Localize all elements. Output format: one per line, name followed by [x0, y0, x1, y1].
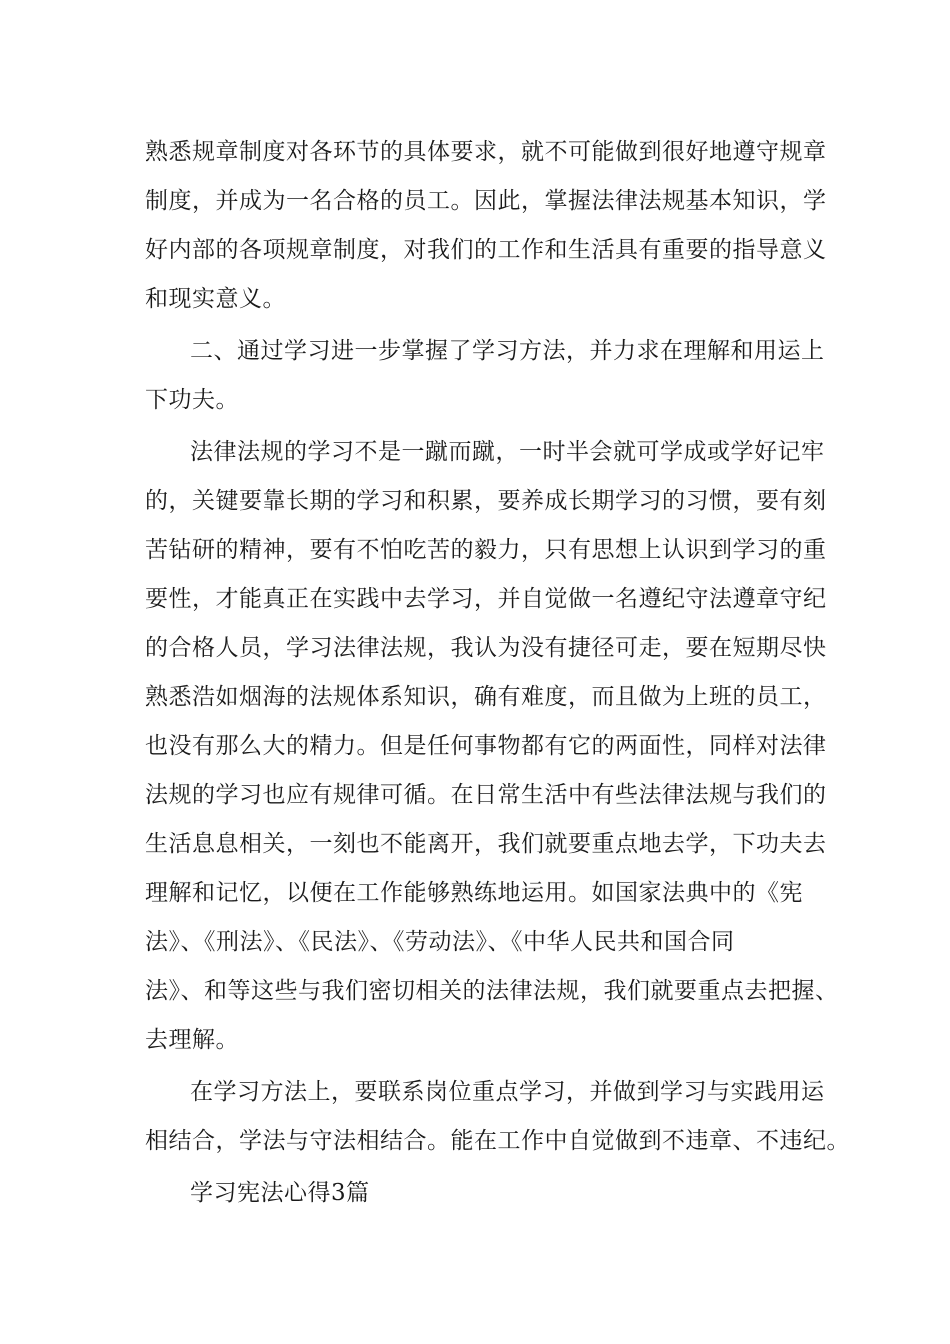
paragraph-start: 法律法规的学习不是一蹴而蹴，一时半会就可学成或学好记牢: [190, 439, 825, 465]
text-line: 去理解。: [145, 1027, 239, 1053]
text-line: 理解和记忆，以便在工作能够熟练地运用。如国家法典中的《宪: [145, 880, 803, 906]
text-line: 好内部的各项规章制度，对我们的工作和生活具有重要的指导意义: [145, 237, 827, 263]
text-line: 熟悉浩如烟海的法规体系知识，确有难度，而且做为上班的员工，: [145, 684, 827, 710]
section-title: 学习宪法心得3篇: [190, 1180, 370, 1206]
text-line: 苦钻研的精神，要有不怕吃苦的毅力，只有思想上认识到学习的重: [145, 537, 827, 563]
section-heading: 二、通过学习进一步掌握了学习方法，并力求在理解和用运上: [190, 338, 825, 364]
text-line: 相结合，学法与守法相结合。能在工作中自觉做到不违章、不违纪。: [145, 1128, 850, 1154]
text-line: 和现实意义。: [145, 286, 286, 312]
text-line: 要性，才能真正在实践中去学习，并自觉做一名遵纪守法遵章守纪: [145, 586, 827, 612]
text-line: 法规的学习也应有规律可循。在日常生活中有些法律法规与我们的: [145, 782, 827, 808]
text-line: 下功夫。: [145, 387, 239, 413]
text-line: 的，关键要靠长期的学习和积累，要养成长期学习的习惯，要有刻: [145, 488, 827, 514]
text-line: 法》、《刑法》、《民法》、《劳动法》、《中华人民共和国合同: [145, 929, 735, 955]
text-line: 制度，并成为一名合格的员工。因此，掌握法律法规基本知识，学: [145, 188, 827, 214]
text-line: 法》、和等这些与我们密切相关的法律法规，我们就要重点去把握、: [145, 978, 839, 1004]
text-line: 生活息息相关，一刻也不能离开，我们就要重点地去学，下功夫去: [145, 831, 827, 857]
paragraph-start: 在学习方法上，要联系岗位重点学习，并做到学习与实践用运: [190, 1079, 825, 1105]
text-line: 的合格人员，学习法律法规，我认为没有捷径可走，要在短期尽快: [145, 635, 827, 661]
text-line: 也没有那么大的精力。但是任何事物都有它的两面性，同样对法律: [145, 733, 827, 759]
text-line: 熟悉规章制度对各环节的具体要求，就不可能做到很好地遵守规章: [145, 139, 827, 165]
